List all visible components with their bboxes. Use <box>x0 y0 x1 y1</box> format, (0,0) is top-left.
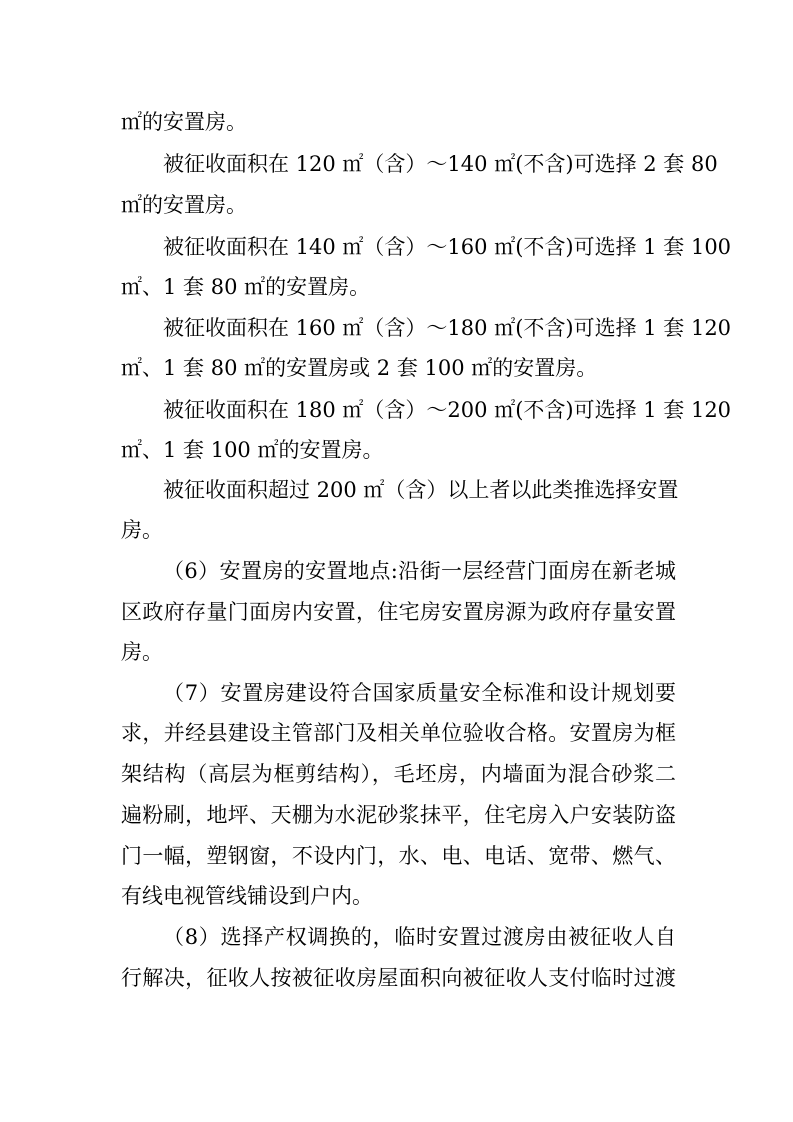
text-line: 有线电视管线铺设到户内。 <box>121 884 373 908</box>
text-line: 求，并经县建设主管部门及相关单位验收合格。安置房为框 <box>121 721 676 745</box>
text-line: 被征收面积在 140 ㎡（含）～160 ㎡(不含)可选择 1 套 100 <box>163 235 732 259</box>
text-line: 被征收面积在 180 ㎡（含）～200 ㎡(不含)可选择 1 套 120 <box>163 398 732 422</box>
text-line: ㎡、1 套 100 ㎡的安置房。 <box>121 438 384 462</box>
text-line: 区政府存量门面房内安置，住宅房安置房源为政府存量安置 <box>121 600 676 624</box>
text-line: ㎡的安置房。 <box>121 193 247 217</box>
text-line: 被征收面积在 120 ㎡（含）～140 ㎡(不含)可选择 2 套 80 <box>163 152 718 176</box>
text-line: ㎡、1 套 80 ㎡的安置房。 <box>121 275 371 299</box>
text-line: 门一幅，塑钢窗，不设内门，水、电、电话、宽带、燃气、 <box>121 844 676 868</box>
text-line: ㎡的安置房。 <box>121 110 247 134</box>
text-line: 房。 <box>121 640 163 664</box>
text-line: 房。 <box>121 518 163 542</box>
text-line: 被征收面积在 160 ㎡（含）～180 ㎡(不含)可选择 1 套 120 <box>163 316 732 340</box>
text-line: 遍粉刷，地坪、天棚为水泥砂浆抹平，住宅房入户安装防盗 <box>121 803 676 827</box>
text-line: （6）安置房的安置地点:沿街一层经营门面房在新老城 <box>163 559 676 583</box>
text-line: ㎡、1 套 80 ㎡的安置房或 2 套 100 ㎡的安置房。 <box>121 356 598 380</box>
text-line: 被征收面积超过 200 ㎡（含）以上者以此类推选择安置 <box>163 478 679 502</box>
text-line: 行解决，征收人按被征收房屋面积向被征收人支付临时过渡 <box>121 966 676 990</box>
text-line: 架结构（高层为框剪结构），毛坯房，内墙面为混合砂浆二 <box>121 762 676 786</box>
text-line: （7）安置房建设符合国家质量安全标准和设计规划要 <box>163 681 676 705</box>
text-line: （8）选择产权调换的，临时安置过渡房由被征收人自 <box>163 925 676 949</box>
